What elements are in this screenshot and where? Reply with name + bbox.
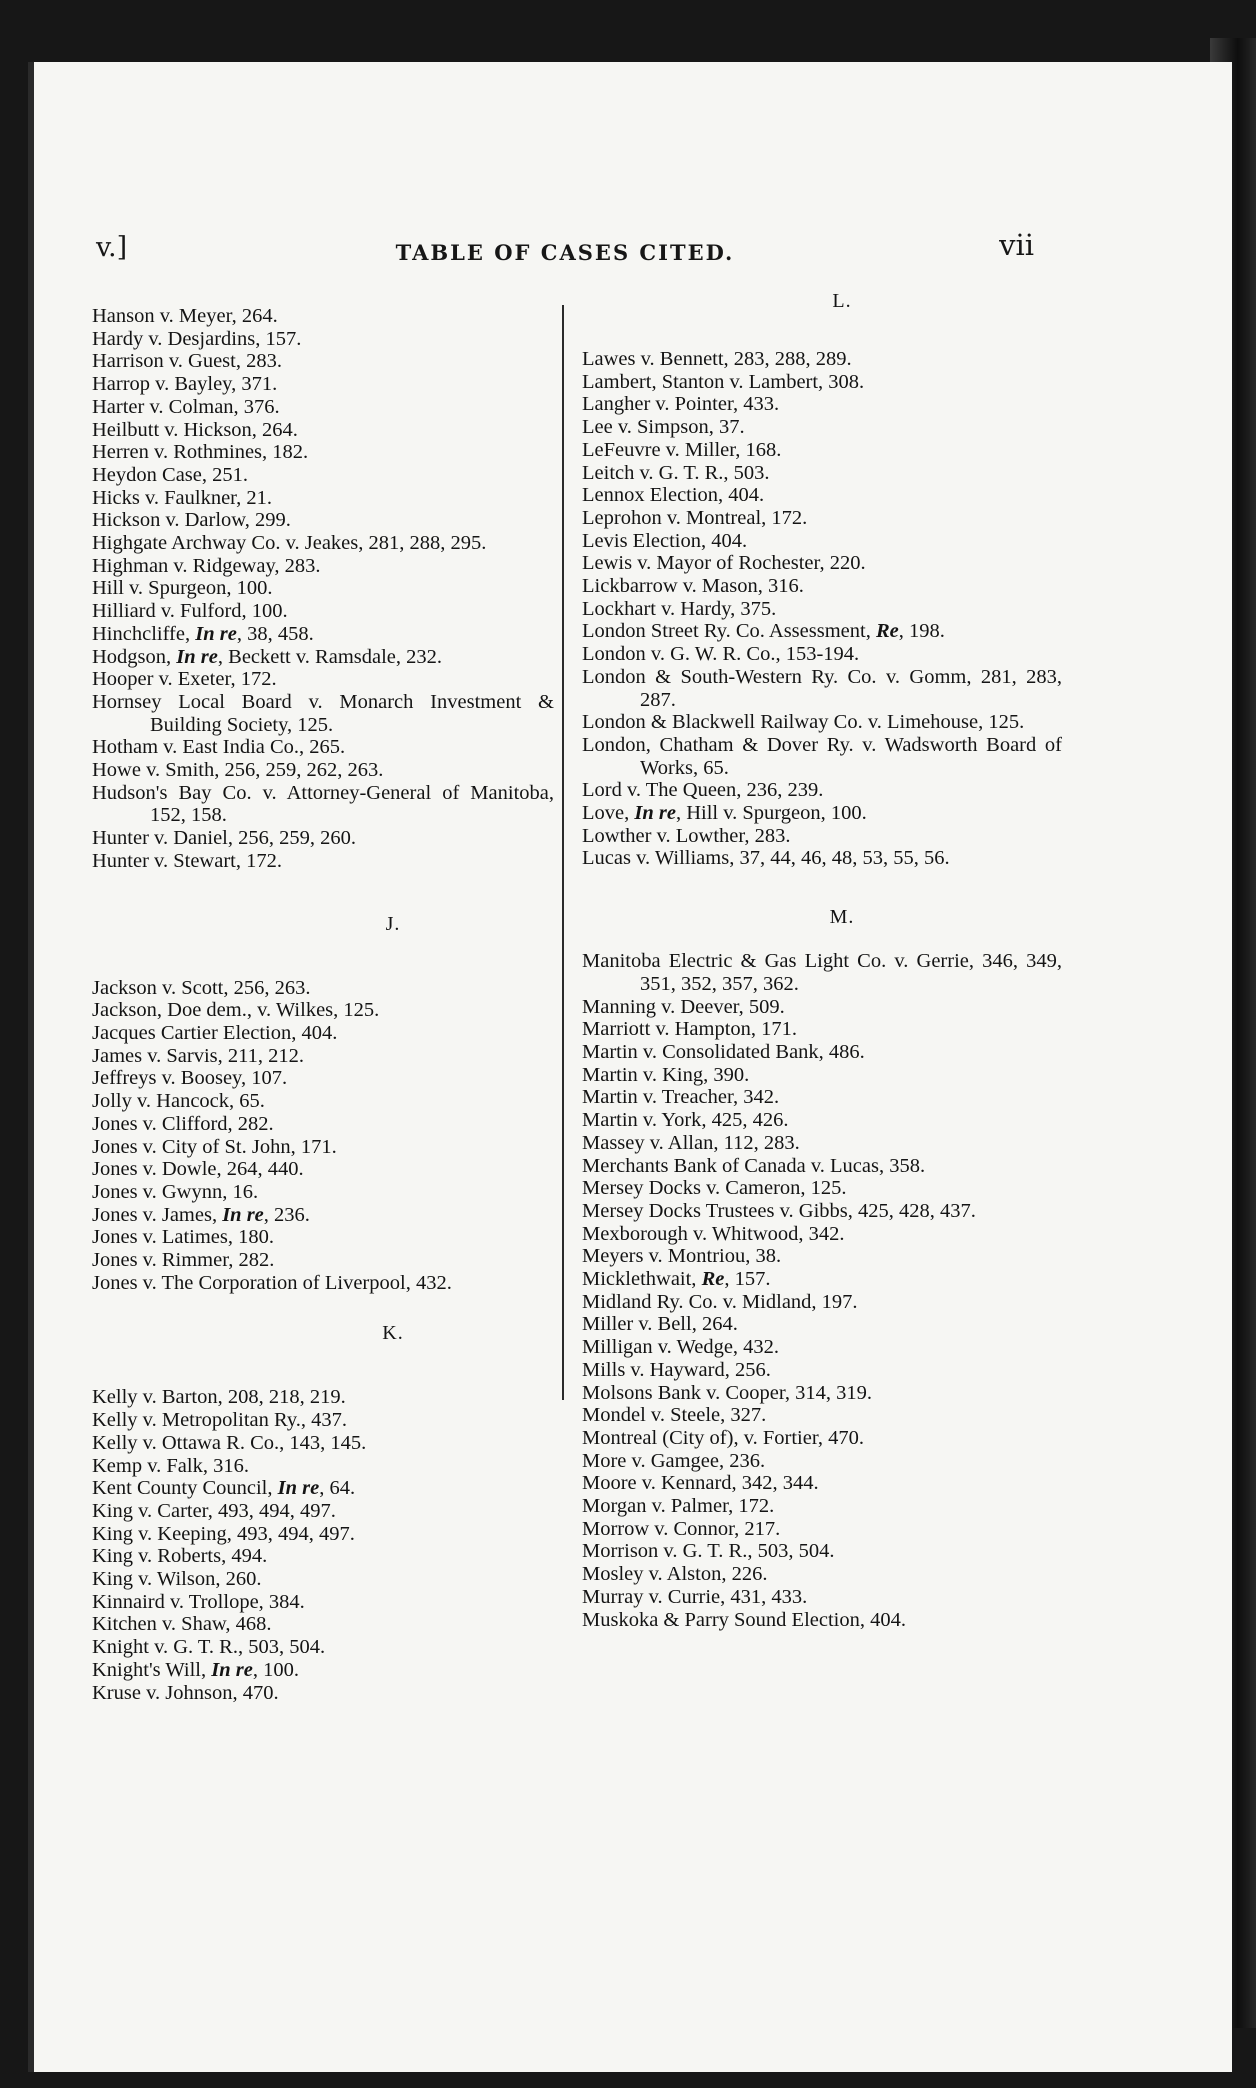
case-entry: Mersey Docks v. Cameron, 125. <box>582 1177 847 1200</box>
right-column <box>582 290 1062 1631</box>
case-entry: Hanson v. Meyer, 264. <box>92 305 278 327</box>
case-entry: Kent County Council, In re, 64. <box>92 1477 356 1500</box>
case-entry: Harrison v. Guest, 283. <box>92 350 282 373</box>
case-entry: Levis Election, 404. <box>582 529 748 552</box>
section-l-list <box>582 348 1062 870</box>
case-entry: Mersey Docks Trustees v. Gibbs, 425, 428, 437. <box>582 1199 976 1222</box>
case-entry: Highgate Archway Co. v. Jeakes, 281, 288, 295. <box>92 532 487 555</box>
case-entry: Love, In re, Hill v. Spurgeon, 100. <box>582 802 867 825</box>
case-entry: Knight v. G. T. R., 503, 504. <box>92 1636 326 1659</box>
case-entry: King v. Roberts, 494. <box>92 1545 268 1568</box>
case-entry: Manitoba Electric & Gas Light Co. v. Gerrie, 346, 349, 351, 352, 357, 362. <box>582 950 1062 995</box>
left-column <box>92 305 554 1704</box>
case-entry: Mosley v. Alston, 226. <box>582 1563 768 1586</box>
case-entry: Jacques Cartier Election, 404. <box>92 1021 338 1044</box>
case-entry: London & South-Western Ry. Co. v. Gomm, 281, 283, 287. <box>582 665 1062 711</box>
case-entry: Mills v. Hayward, 256. <box>582 1358 771 1381</box>
case-entry: Micklethwait, Re, 157. <box>582 1268 771 1291</box>
case-entry: Jones v. Latimes, 180. <box>92 1226 275 1249</box>
case-entry: Knight's Will, In re, 100. <box>92 1658 299 1681</box>
case-entry: London & Blackwell Railway Co. v. Limehouse, 125. <box>582 711 1025 734</box>
case-entry: London, Chatham & Dover Ry. v. Wadsworth Board of Works, 65. <box>582 733 1062 779</box>
section-h-list <box>92 305 554 873</box>
case-entry: Marriott v. Hampton, 171. <box>582 1018 798 1041</box>
case-entry: Hinchcliffe, In re, 38, 458. <box>92 622 314 645</box>
case-entry: Hill v. Spurgeon, 100. <box>92 577 273 600</box>
case-entry: Lowther v. Lowther, 283. <box>582 824 791 847</box>
case-entry: Morrison v. G. T. R., 503, 504. <box>582 1540 835 1563</box>
case-entry: Jones v. Clifford, 282. <box>92 1112 274 1135</box>
case-entry: Jackson v. Scott, 256, 263. <box>92 976 311 999</box>
section-k-list <box>92 1386 554 1704</box>
case-entry: James v. Sarvis, 211, 212. <box>92 1044 305 1067</box>
case-entry: Jones v. City of St. John, 171. <box>92 1135 337 1158</box>
section-letter-j: J. <box>385 912 401 935</box>
case-entry: Hilliard v. Fulford, 100. <box>92 600 288 623</box>
case-entry: Hodgson, In re, Beckett v. Ramsdale, 232. <box>92 645 443 668</box>
case-entry: Leprohon v. Montreal, 172. <box>582 506 808 529</box>
case-entry: Hicks v. Faulkner, 21. <box>92 486 273 509</box>
case-entry: Harter v. Colman, 376. <box>92 395 280 418</box>
case-entry: Miller v. Bell, 264. <box>582 1313 738 1336</box>
case-entry: Lord v. The Queen, 236, 239. <box>582 779 824 802</box>
section-j-list <box>92 977 554 1295</box>
case-entry: Manning v. Deever, 509. <box>582 995 785 1018</box>
case-entry: Heydon Case, 251. <box>92 463 249 486</box>
case-entry: London Street Ry. Co. Assessment, Re, 198. <box>582 620 945 643</box>
page-title: TABLE OF CASES CITED. <box>395 240 735 265</box>
case-entry: Howe v. Smith, 256, 259, 262, 263. <box>92 759 384 782</box>
case-entry: Muskoka & Parry Sound Election, 404. <box>582 1608 906 1631</box>
case-entry: Murray v. Currie, 431, 433. <box>582 1585 808 1608</box>
case-entry: Montreal (City of), v. Fortier, 470. <box>582 1426 864 1449</box>
case-entry: Kruse v. Johnson, 470. <box>92 1681 279 1704</box>
case-entry: Martin v. York, 425, 426. <box>582 1109 789 1132</box>
case-entry: Mondel v. Steele, 327. <box>582 1404 767 1427</box>
case-entry: Jackson, Doe dem., v. Wilkes, 125. <box>92 999 380 1022</box>
section-letter-k: K. <box>382 1322 404 1345</box>
column-divider <box>562 305 564 1400</box>
case-entry: Lawes v. Bennett, 283, 288, 289. <box>582 348 852 370</box>
case-entry: Kelly v. Ottawa R. Co., 143, 145. <box>92 1431 367 1454</box>
case-entry: Langher v. Pointer, 433. <box>582 393 780 416</box>
case-entry: Kitchen v. Shaw, 468. <box>92 1613 272 1636</box>
case-entry: Kinnaird v. Trollope, 384. <box>92 1590 305 1613</box>
case-entry: Morgan v. Palmer, 172. <box>582 1495 775 1518</box>
case-entry: Kelly v. Barton, 208, 218, 219. <box>92 1386 346 1409</box>
section-letter-m: M. <box>829 906 855 929</box>
case-entry: Lee v. Simpson, 37. <box>582 416 745 439</box>
case-entry: Jones v. Rimmer, 282. <box>92 1249 275 1272</box>
case-entry: Jolly v. Hancock, 65. <box>92 1090 265 1113</box>
case-entry: Heilbutt v. Hickson, 264. <box>92 418 298 441</box>
case-entry: Mexborough v. Whitwood, 342. <box>582 1222 845 1245</box>
case-entry: Molsons Bank v. Cooper, 314, 319. <box>582 1381 872 1404</box>
case-entry: LeFeuvre v. Miller, 168. <box>582 438 782 461</box>
case-entry: Hotham v. East India Co., 265. <box>92 736 346 759</box>
case-entry: Hunter v. Stewart, 172. <box>92 849 282 872</box>
case-entry: Herren v. Rothmines, 182. <box>92 441 309 464</box>
case-entry: Midland Ry. Co. v. Midland, 197. <box>582 1290 858 1313</box>
case-entry: Hornsey Local Board v. Monarch Investment & Building Society, 125. <box>92 690 554 736</box>
case-entry: Milligan v. Wedge, 432. <box>582 1336 780 1359</box>
case-entry: King v. Carter, 493, 494, 497. <box>92 1499 336 1522</box>
case-entry: Harrop v. Bayley, 371. <box>92 373 278 396</box>
case-entry: Morrow v. Connor, 217. <box>582 1517 781 1540</box>
case-entry: London v. G. W. R. Co., 153-194. <box>582 643 860 666</box>
case-entry: Hunter v. Daniel, 256, 259, 260. <box>92 827 356 850</box>
case-entry: Martin v. Treacher, 342. <box>582 1086 780 1109</box>
section-letter-l: L. <box>832 290 852 312</box>
page-number: vii <box>999 228 1034 262</box>
case-entry: Martin v. Consolidated Bank, 486. <box>582 1040 865 1063</box>
case-entry: Jones v. The Corporation of Liverpool, 432. <box>92 1271 452 1294</box>
case-entry: Lennox Election, 404. <box>582 484 765 507</box>
case-entry: Kelly v. Metropolitan Ry., 437. <box>92 1409 348 1432</box>
section-m-list <box>582 950 1062 1631</box>
case-entry: Martin v. King, 390. <box>582 1063 750 1086</box>
case-entry: King v. Keeping, 493, 494, 497. <box>92 1522 355 1545</box>
case-entry: Lockhart v. Hardy, 375. <box>582 597 777 620</box>
case-entry: Lickbarrow v. Mason, 316. <box>582 575 804 598</box>
case-entry: King v. Wilson, 260. <box>92 1568 262 1591</box>
case-entry: Hooper v. Exeter, 172. <box>92 668 277 691</box>
case-entry: Lambert, Stanton v. Lambert, 308. <box>582 370 865 393</box>
case-entry: Hardy v. Desjardins, 157. <box>92 327 302 350</box>
case-entry: Jones v. James, In re, 236. <box>92 1203 310 1226</box>
case-entry: Kemp v. Falk, 316. <box>92 1454 249 1477</box>
case-entry: Lewis v. Mayor of Rochester, 220. <box>582 552 866 575</box>
case-entry: Jeffreys v. Boosey, 107. <box>92 1067 288 1090</box>
case-entry: Leitch v. G. T. R., 503. <box>582 461 770 484</box>
case-entry: Merchants Bank of Canada v. Lucas, 358. <box>582 1154 926 1177</box>
case-entry: Meyers v. Montriou, 38. <box>582 1245 782 1268</box>
case-entry: More v. Gamgee, 236. <box>582 1449 766 1472</box>
case-entry: Lucas v. Williams, 37, 44, 46, 48, 53, 55, 56. <box>582 847 950 870</box>
case-entry: Hickson v. Darlow, 299. <box>92 509 291 532</box>
header-left: v.] <box>96 232 128 263</box>
case-entry: Massey v. Allan, 112, 283. <box>582 1131 800 1154</box>
case-entry: Highman v. Ridgeway, 283. <box>92 554 321 577</box>
case-entry: Jones v. Gwynn, 16. <box>92 1180 259 1203</box>
case-entry: Jones v. Dowle, 264, 440. <box>92 1158 304 1181</box>
case-entry: Moore v. Kennard, 342, 344. <box>582 1472 819 1495</box>
case-entry: Hudson's Bay Co. v. Attorney-General of Manitoba, 152, 158. <box>92 781 554 827</box>
running-header <box>96 228 1034 272</box>
